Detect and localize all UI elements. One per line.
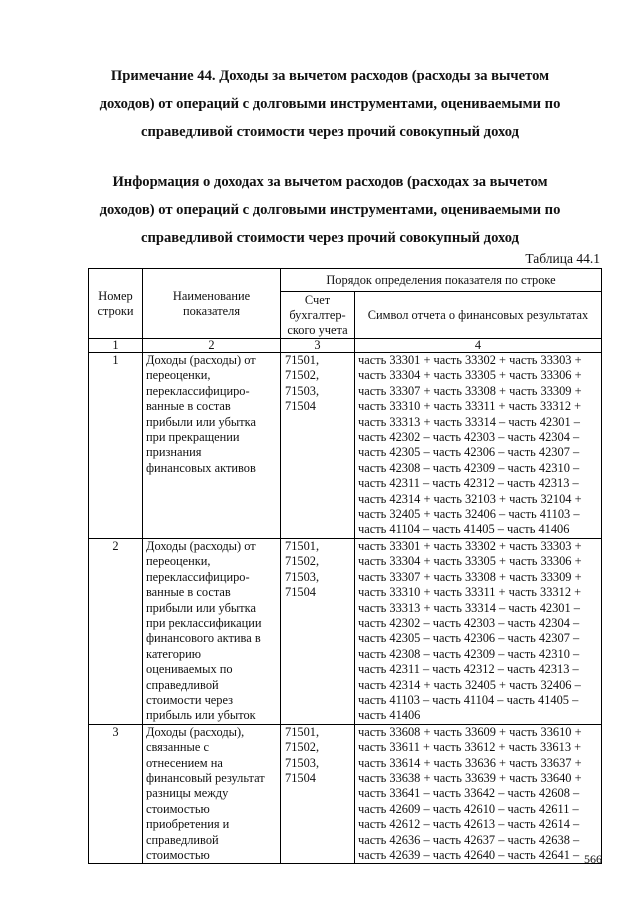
indicators-table (88, 268, 602, 864)
page-number: 566 (584, 852, 602, 866)
symbol-line: часть 42612 – часть 42613 – часть 42614 – (358, 817, 580, 832)
account-cell (281, 724, 355, 864)
symbol-line: часть 42311 – часть 42312 – часть 42313 – (358, 476, 579, 491)
indicator-name-line: при прекращении (146, 430, 240, 445)
symbol-cell (355, 724, 602, 864)
row-number-cell (89, 538, 143, 724)
indicator-name-line: Доходы (расходы), (146, 724, 245, 739)
indicator-name-line: финансовый результат (146, 770, 265, 785)
symbol-line: часть 42302 – часть 42303 – часть 42304 – (358, 430, 580, 445)
row-number-cell (89, 353, 143, 539)
indicator-name-line: связанные с (146, 740, 209, 755)
symbol-line: часть 41103 – часть 41104 – часть 41405 – (358, 692, 579, 707)
row-number: 2 (112, 538, 119, 553)
indicator-name-line: категорию (146, 646, 201, 661)
symbol-line: часть 41406 (358, 708, 421, 723)
account-line: 71501, (285, 538, 320, 553)
column-number: 2 (143, 339, 281, 353)
header-indicator-name (143, 269, 281, 339)
indicator-name-line: признания (146, 445, 202, 460)
header-account-line: Счет (304, 292, 331, 307)
note-heading-line: Примечание 44. Доходы за вычетом расходов (расходы за вычетом (110, 68, 550, 84)
account-line: 71502, (285, 740, 320, 755)
indicator-name-cell (143, 538, 281, 724)
symbol-line: часть 42609 – часть 42610 – часть 42611 – (358, 801, 579, 816)
header-account-line: ского учета (287, 322, 348, 337)
info-heading (60, 168, 600, 252)
indicator-name-line: Доходы (расходы) от (146, 538, 256, 553)
account-cell (281, 353, 355, 539)
indicator-name-line: прибыли или убытка (146, 600, 256, 615)
symbol-line: часть 33313 + часть 33314 – часть 42301 – (358, 414, 580, 429)
header-indicator-name-line: показателя (182, 303, 241, 318)
indicator-name-line: финансового актива в (146, 631, 261, 646)
account-line: 71503, (285, 755, 320, 770)
indicator-name-cell (143, 724, 281, 864)
symbol-line: часть 33301 + часть 33302 + часть 33303 + (358, 353, 582, 367)
table-row (89, 724, 602, 864)
symbol-line: часть 42639 – часть 42640 – часть 42641 – (358, 848, 580, 862)
account-line: 71504 (285, 585, 316, 600)
header-account (281, 292, 355, 339)
account-line: 71504 (285, 770, 316, 785)
symbol-line: часть 32405 + часть 32406 – часть 41103 – (358, 507, 580, 522)
symbol-line: часть 42302 – часть 42303 – часть 42304 – (358, 615, 580, 630)
info-heading-line: Информация о доходах за вычетом расходов (расходах за вычетом (112, 174, 548, 190)
account-line: 71503, (285, 569, 320, 584)
header-row-number (89, 269, 143, 339)
indicator-name-line: переоценки, (146, 554, 211, 569)
account-line: 71501, (285, 724, 320, 739)
indicator-name-line: стоимостью (146, 801, 210, 816)
column-number: 1 (89, 339, 143, 353)
indicator-name-line: переклассифициро- (146, 383, 250, 398)
table-row (89, 538, 602, 724)
symbol-line: часть 42308 – часть 42309 – часть 42310 – (358, 460, 580, 475)
symbol-line: часть 33310 + часть 33311 + часть 33312 + (358, 585, 582, 600)
symbol-line: часть 33304 + часть 33305 + часть 33306 + (358, 554, 582, 569)
info-heading-line: доходов) от операций с долговыми инструментами, оцениваемыми по (99, 202, 561, 218)
account-line: 71502, (285, 554, 320, 569)
column-number: 3 (281, 339, 355, 353)
indicator-name-line: разницы между (146, 786, 229, 801)
indicator-name-line: прибыли или убытка (146, 414, 256, 429)
indicator-name-line: ванные в состав (146, 399, 231, 414)
header-symbol: Символ отчета о финансовых результатах (355, 292, 602, 339)
column-number: 4 (355, 339, 602, 353)
symbol-line: часть 33313 + часть 33314 – часть 42301 – (358, 600, 580, 615)
account-line: 71502, (285, 368, 320, 383)
symbol-line: часть 33304 + часть 33305 + часть 33306 + (358, 368, 582, 383)
account-cell (281, 538, 355, 724)
account-line: 71503, (285, 383, 320, 398)
note-heading-line: справедливой стоимости через прочий совокупный доход (140, 124, 519, 140)
header-indicator-name-line: Наименование (172, 288, 251, 303)
info-heading-line: справедливой стоимости через прочий совокупный доход (140, 230, 519, 246)
row-number-cell (89, 724, 143, 864)
indicator-name-line: справедливой (146, 677, 219, 692)
symbol-line: часть 33611 + часть 33612 + часть 33613 + (358, 740, 582, 755)
symbol-line: часть 41104 – часть 41405 – часть 41406 (358, 522, 570, 537)
column-number-row (89, 339, 602, 353)
header-account-line: бухгалтер- (289, 307, 346, 322)
indicator-name-line: оцениваемых по (146, 662, 233, 677)
symbol-line: часть 42308 – часть 42309 – часть 42310 – (358, 646, 580, 661)
note-heading (60, 62, 600, 146)
account-line: 71504 (285, 399, 316, 414)
symbol-cell (355, 353, 602, 539)
symbol-line: часть 33638 + часть 33639 + часть 33640 + (358, 770, 582, 785)
header-procedure: Порядок определения показателя по строке (281, 269, 602, 292)
indicator-name-line: при реклассификации (146, 615, 262, 630)
symbol-line: часть 42311 – часть 42312 – часть 42313 – (358, 662, 579, 677)
symbol-line: часть 42305 – часть 42306 – часть 42307 – (358, 445, 580, 460)
symbol-line: часть 33301 + часть 33302 + часть 33303 + (358, 538, 582, 553)
symbol-cell (355, 538, 602, 724)
indicator-name-line: стоимости через (146, 692, 234, 707)
table-container (88, 268, 601, 864)
symbol-line: часть 42305 – часть 42306 – часть 42307 – (358, 631, 580, 646)
table-body (89, 353, 602, 864)
indicator-name-line: Доходы (расходы) от (146, 353, 256, 367)
indicator-name-line: стоимостью (146, 848, 210, 862)
indicator-name-line: прибыль или убыток (146, 708, 256, 723)
symbol-line: часть 42314 + часть 32405 + часть 32406 – (358, 677, 581, 692)
symbol-line: часть 33307 + часть 33308 + часть 33309 + (358, 383, 582, 398)
indicator-name-line: финансовых активов (146, 460, 256, 475)
indicator-name-line: справедливой (146, 832, 219, 847)
account-line: 71501, (285, 353, 320, 367)
indicator-name-line: переоценки, (146, 368, 211, 383)
row-number: 3 (112, 724, 119, 739)
symbol-line: часть 42636 – часть 42637 – часть 42638 – (358, 832, 580, 847)
header-row-number-line: Номер (98, 288, 133, 303)
indicator-name-line: отнесением на (146, 755, 223, 770)
table-header-row (89, 269, 602, 292)
indicator-name-line: ванные в состав (146, 585, 231, 600)
symbol-line: часть 33614 + часть 33636 + часть 33637 + (358, 755, 582, 770)
symbol-line: часть 33307 + часть 33308 + часть 33309 + (358, 569, 582, 584)
symbol-line: часть 33608 + часть 33609 + часть 33610 + (358, 724, 582, 739)
indicator-name-line: переклассифициро- (146, 569, 250, 584)
table-caption: Таблица 44.1 (525, 251, 600, 266)
indicator-name-cell (143, 353, 281, 539)
table-row (89, 353, 602, 539)
symbol-line: часть 33310 + часть 33311 + часть 33312 + (358, 399, 582, 414)
row-number: 1 (112, 353, 119, 367)
symbol-line: часть 42314 + часть 32103 + часть 32104 + (358, 491, 582, 506)
indicator-name-line: приобретения и (146, 817, 230, 832)
symbol-line: часть 33641 – часть 33642 – часть 42608 – (358, 786, 580, 801)
note-heading-line: доходов) от операций с долговыми инструментами, оцениваемыми по (99, 96, 561, 112)
header-row-number-line: строки (97, 303, 134, 318)
